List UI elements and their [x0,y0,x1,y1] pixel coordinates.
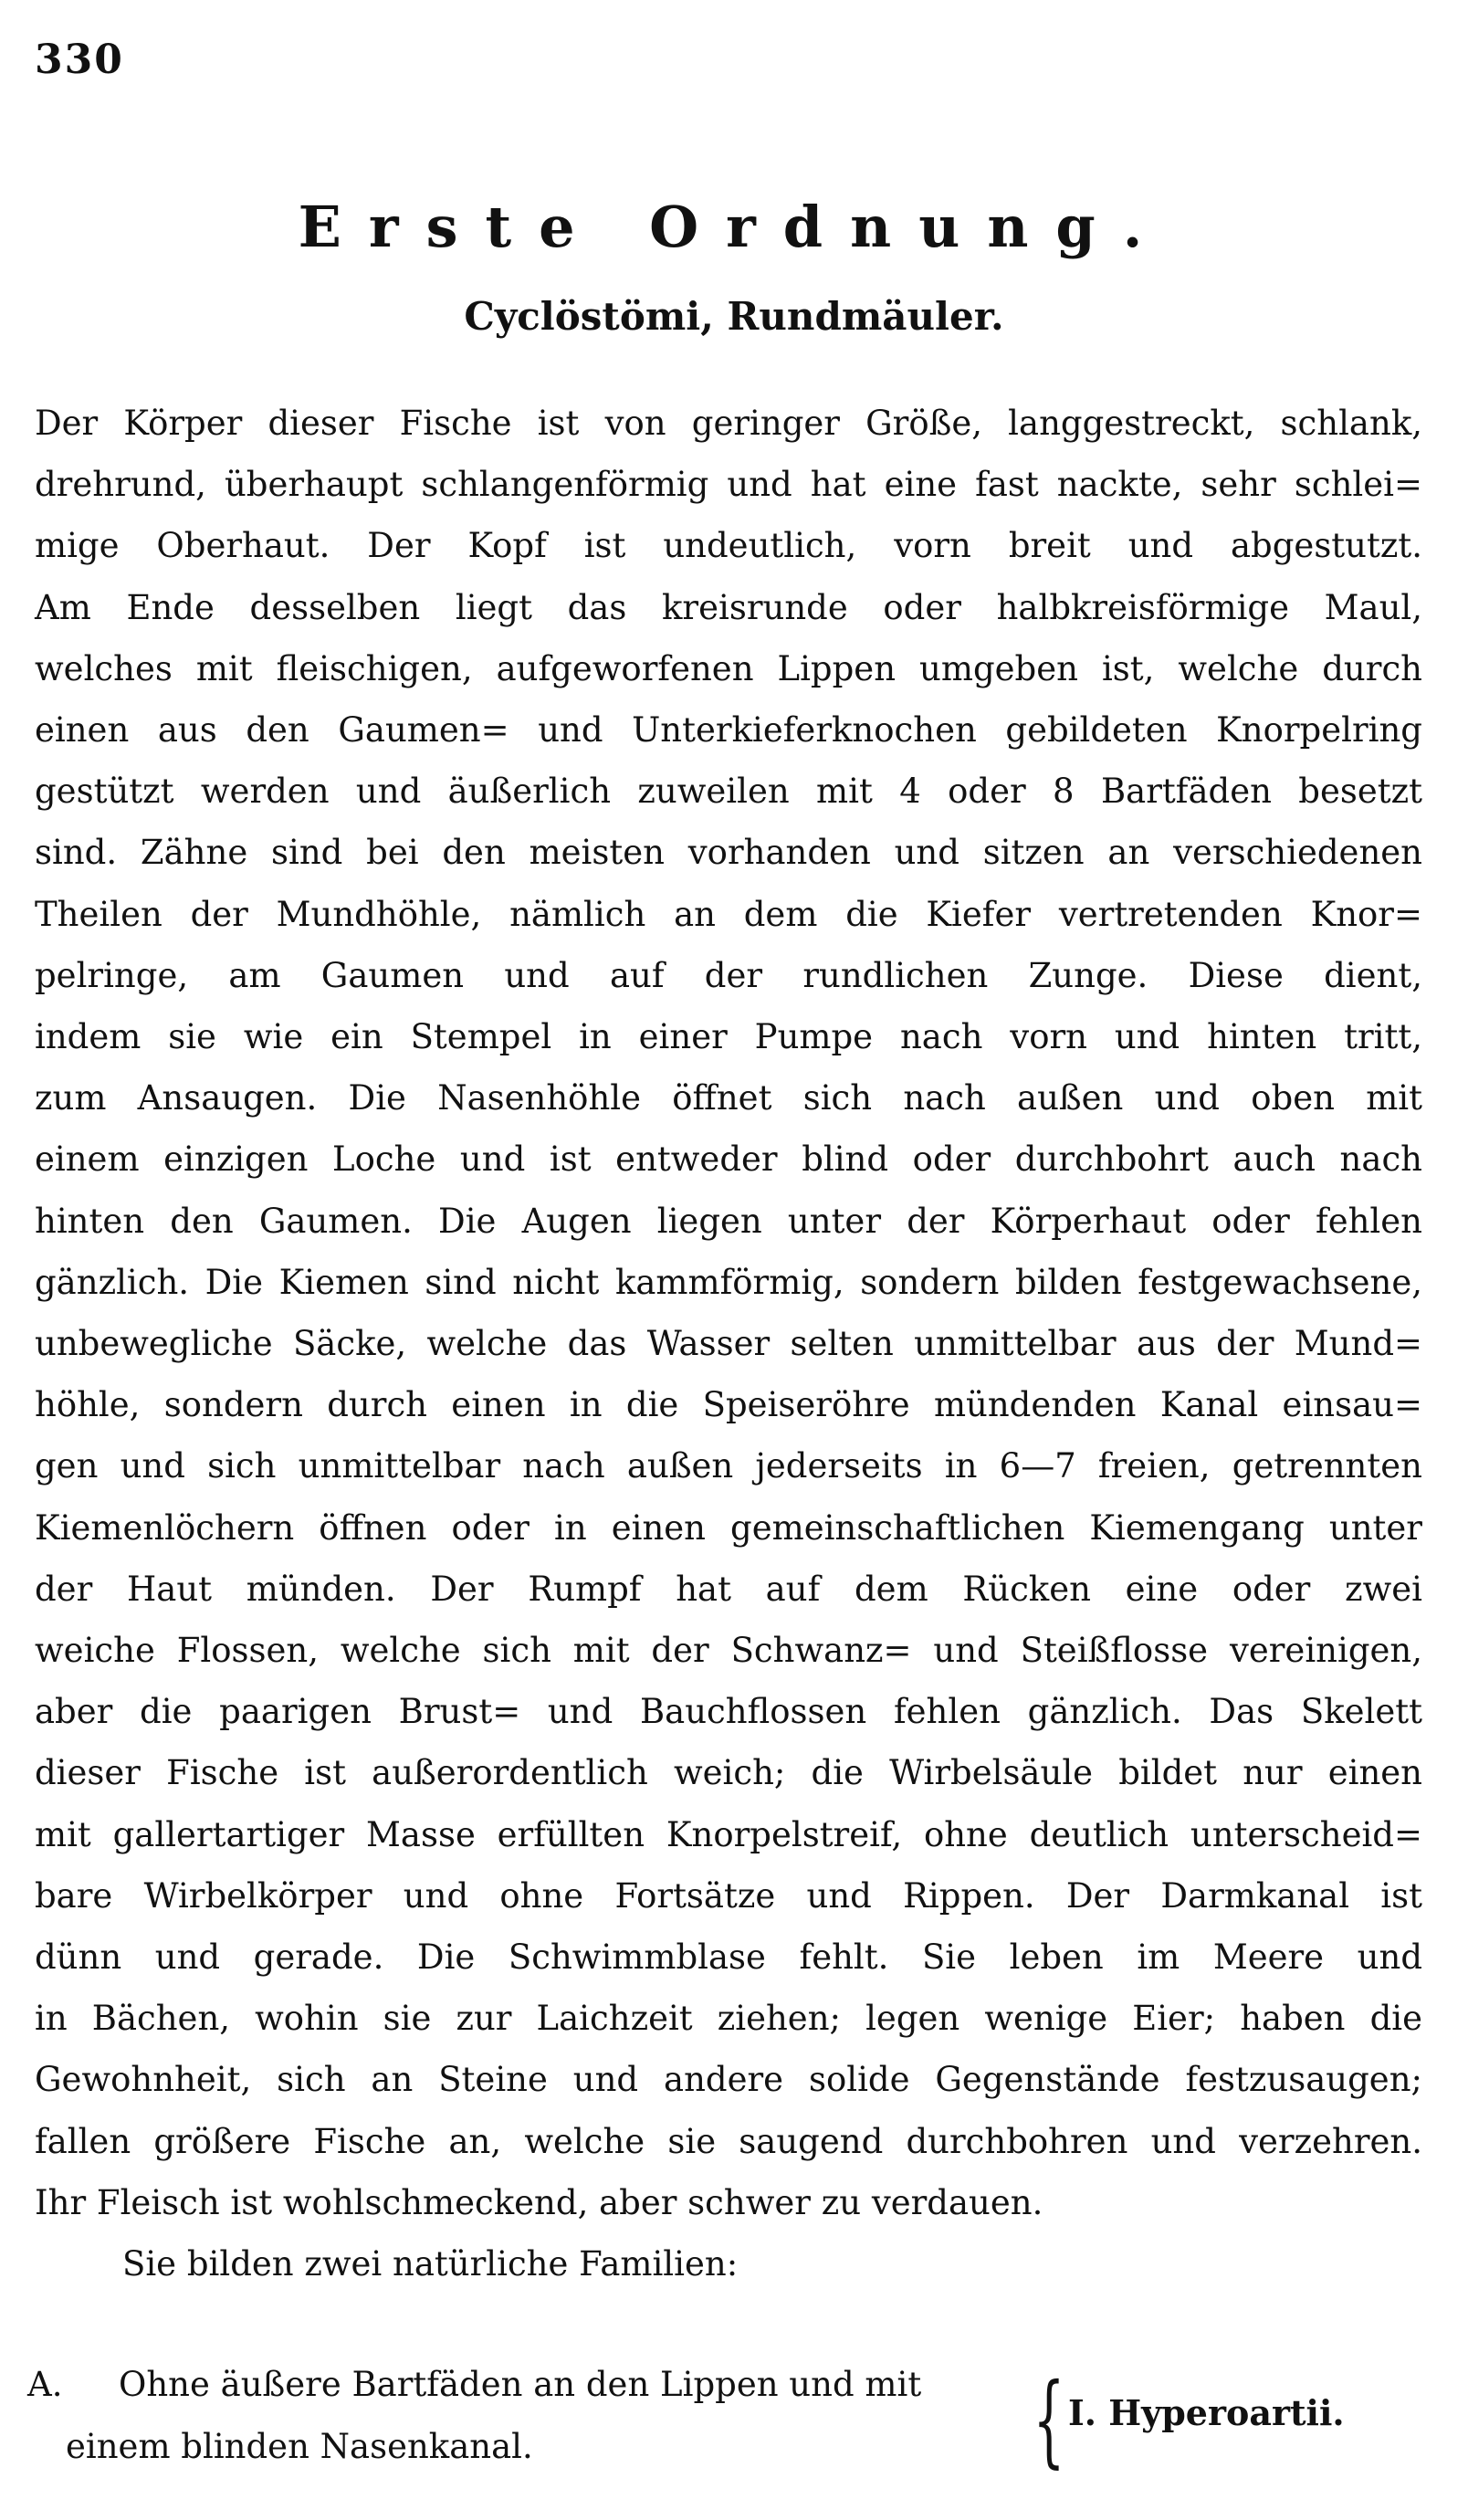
entry-letter: A. [27,2365,63,2404]
page-number: 330 [35,37,124,83]
family-entry [27,2361,1433,2493]
text-line: der Haut münden. Der Rumpf hat auf dem Rücken eine oder zwei [35,1569,1422,1609]
text-line: gestützt werden und äußerlich zuweilen mit 4 oder 8 Bartfäden besetzt [35,772,1422,812]
text-line: gänzlich. Die Kiemen sind nicht kammförmig, sondern bilden festgewachsene, [35,1262,1422,1302]
brace-glyph: { [1033,2361,1065,2478]
text-line: mige Oberhaut. Der Kopf ist undeutlich, vorn breit und abgestutzt. [35,526,1422,566]
body-paragraph [35,393,1422,2294]
text-line: höhle, sondern durch einen in die Speiseröhre mündenden Kanal einsau= [35,1385,1422,1425]
chapter-subheading: Cyclöstömi, Rundmäuler. [464,294,1004,339]
text-line: dünn und gerade. Die Schwimmblase fehlt. Sie leben im Meere und [35,1937,1422,1978]
text-line: bare Wirbelkörper und ohne Fortsätze und Rippen. Der Darmkanal ist [35,1875,1422,1916]
text-line: Theilen der Mundhöhle, nämlich an dem die Kiefer vertretenden Knor= [35,894,1422,934]
text-line: Ihr Fleisch ist wohlschmeckend, aber schwer zu verdauen. [35,2182,1043,2222]
text-line: einem einzigen Loche und ist entweder blind oder durchbohrt auch nach [35,1139,1422,1180]
text-line: zum Ansaugen. Die Nasenhöhle öffnet sich nach außen und oben mit [35,1078,1422,1118]
entry-family-name: I. Hyperoartii. [1068,2392,1345,2433]
text-line: drehrund, überhaupt schlangenförmig und hat eine fast nackte, sehr schlei= [35,465,1422,505]
text-line: weiche Flossen, welche sich mit der Schwanz= und Steißflosse vereinigen, [35,1631,1422,1671]
text-line: fallen größere Fische an, welche sie saugend durchbohren und verzehren. [35,2121,1422,2161]
text-line: indem sie wie ein Stempel in einer Pumpe nach vorn und hinten tritt, [35,1017,1422,1057]
text-line: pelringe, am Gaumen und auf der rundlichen Zunge. Diese dient, [35,955,1422,995]
text-line: in Bächen, wohin sie zur Laichzeit ziehen; legen wenige Eier; haben die [35,1999,1422,2039]
text-line: Am Ende desselben liegt das kreisrunde oder halbkreisförmige Maul, [35,587,1422,627]
chapter-heading: Erste Ordnung. [298,194,1170,260]
entry-description-line: Ohne äußere Bartfäden an den Lippen und mit [119,2365,922,2404]
entry-description-line: einem blinden Nasenkanal. [66,2427,533,2466]
text-line: Der Körper dieser Fische ist von geringer Größe, langgestreckt, schlank, [35,404,1422,443]
families-intro: Sie bilden zwei natürliche Familien: [122,2244,739,2284]
text-line: dieser Fische ist außerordentlich weich; die Wirbelsäule bildet nur einen [35,1753,1422,1793]
text-line: sind. Zähne sind bei den meisten vorhanden und sitzen an verschiedenen [35,833,1422,873]
text-line: gen und sich unmittelbar nach außen jederseits in 6—7 freien, getrennten [35,1446,1422,1486]
text-line: Kiemenlöchern öffnen oder in einen gemeinschaftlichen Kiemengang unter [35,1507,1422,1548]
text-line: hinten den Gaumen. Die Augen liegen unter der Körperhaut oder fehlen [35,1201,1422,1241]
text-line: aber die paarigen Brust= und Bauchflossen fehlen gänzlich. Das Skelett [35,1692,1422,1732]
text-line: welches mit fleischigen, aufgeworfenen Lippen umgeben ist, welche durch [35,648,1422,688]
text-line: mit gallertartiger Masse erfüllten Knorpelstreif, ohne deutlich unterscheid= [35,1814,1422,1854]
text-line: unbewegliche Säcke, welche das Wasser selten unmittelbar aus der Mund= [35,1324,1422,1364]
text-line: Gewohnheit, sich an Steine und andere solide Gegenstände festzusaugen; [35,2060,1422,2100]
text-line: einen aus den Gaumen= und Unterkieferknochen gebildeten Knorpelring [35,710,1422,751]
